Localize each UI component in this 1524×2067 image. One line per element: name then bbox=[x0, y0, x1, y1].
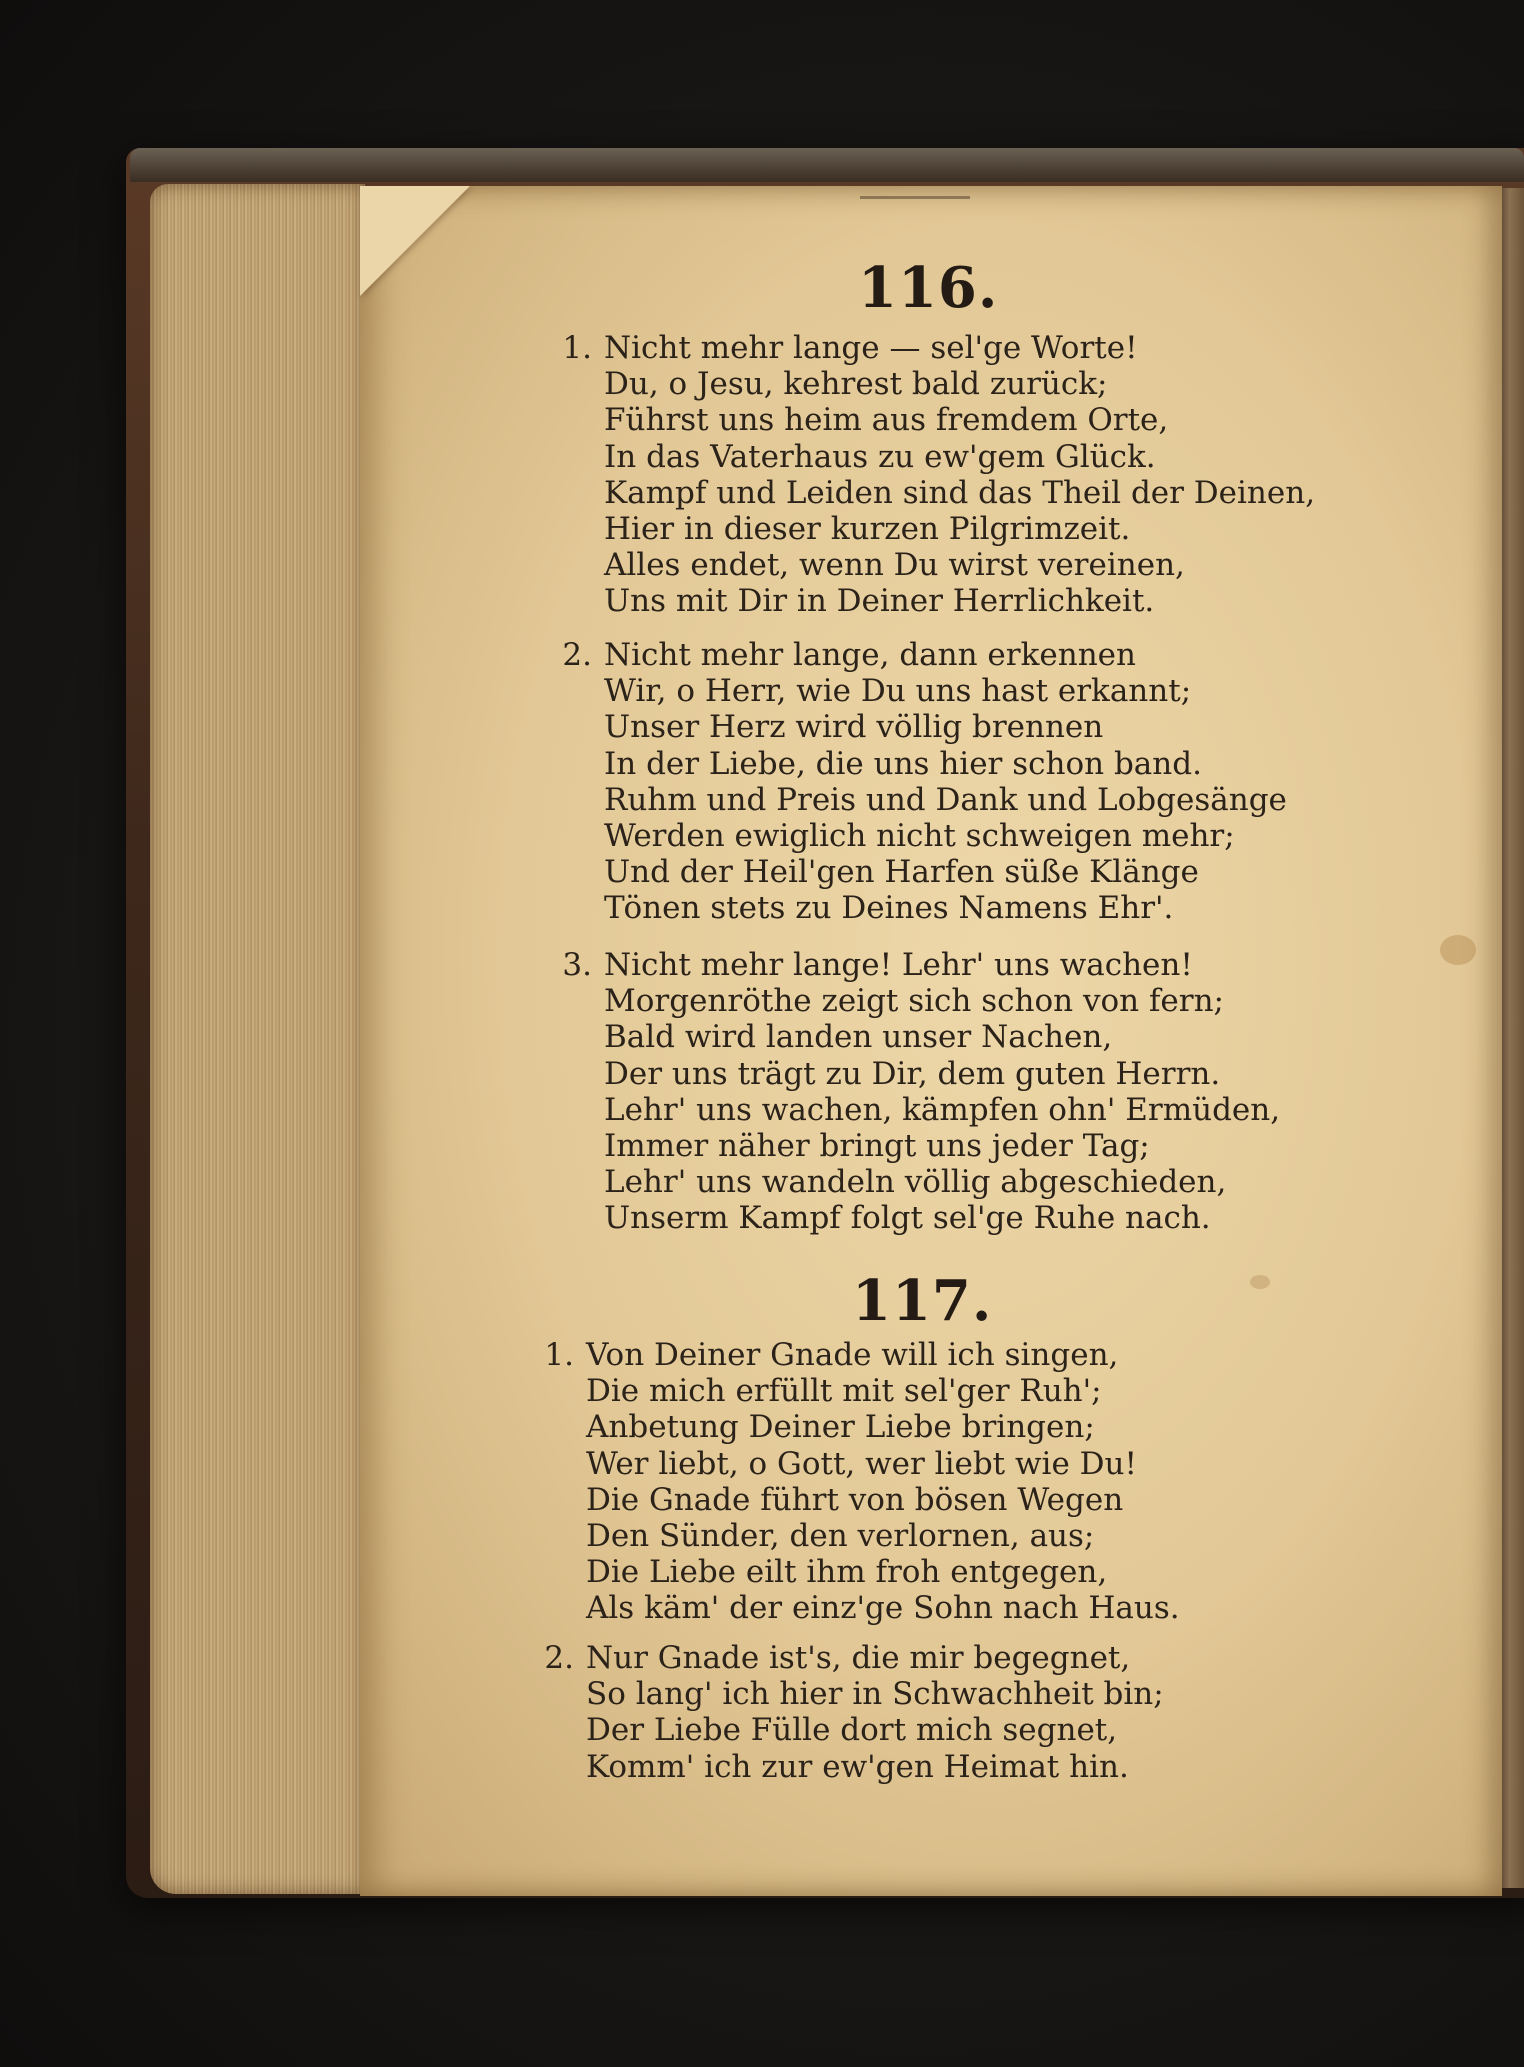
verse-line: Uns mit Dir in Deiner Herrlichkeit. bbox=[604, 583, 1155, 620]
verse-line: So lang' ich hier in Schwachheit bin; bbox=[586, 1676, 1164, 1713]
verse bbox=[548, 947, 1280, 1237]
verse-line: Lehr' uns wandeln völlig abgeschieden, bbox=[604, 1164, 1227, 1201]
paper-stain bbox=[1250, 1275, 1270, 1289]
verse-line: In das Vaterhaus zu ew'gem Glück. bbox=[604, 438, 1156, 475]
paper-stain bbox=[1440, 935, 1476, 965]
verse-line: Als käm' der einz'ge Sohn nach Haus. bbox=[586, 1590, 1180, 1627]
verse-line: Wir, o Herr, wie Du uns hast erkannt; bbox=[604, 673, 1192, 710]
verse-line: Bald wird landen unser Nachen, bbox=[604, 1019, 1113, 1056]
verse-line: Werden ewiglich nicht schweigen mehr; bbox=[604, 818, 1235, 855]
verse-line: Der uns trägt zu Dir, dem guten Herrn. bbox=[604, 1055, 1221, 1092]
verse-line: Du, o Jesu, kehrest bald zurück; bbox=[604, 366, 1108, 403]
verse-number: 1. bbox=[562, 330, 592, 366]
verse-line: Und der Heil'gen Harfen süße Klänge bbox=[604, 854, 1199, 891]
verse-number: 2. bbox=[544, 1640, 574, 1676]
right-page-edge bbox=[1500, 188, 1524, 1888]
verse-line: In der Liebe, die uns hier schon band. bbox=[604, 745, 1202, 782]
verse-line: Immer näher bringt uns jeder Tag; bbox=[604, 1128, 1150, 1165]
verse-line: Nicht mehr lange — sel'ge Worte! bbox=[604, 330, 1138, 366]
verse-lines bbox=[586, 1337, 1180, 1627]
verse bbox=[548, 330, 1315, 620]
verse-line: Ruhm und Preis und Dank und Lobgesänge bbox=[604, 781, 1287, 818]
verse-line: Nur Gnade ist's, die mir begegnet, bbox=[586, 1640, 1131, 1676]
verse-line: Unser Herz wird völlig brennen bbox=[604, 709, 1104, 746]
verse-line: Der Liebe Fülle dort mich segnet, bbox=[586, 1712, 1118, 1749]
verse-lines bbox=[604, 637, 1287, 927]
verse-line: Unserm Kampf folgt sel'ge Ruhe nach. bbox=[604, 1200, 1211, 1237]
verse-line: Den Sünder, den verlornen, aus; bbox=[586, 1518, 1095, 1555]
verse bbox=[530, 1337, 1180, 1627]
verse-number: 2. bbox=[562, 637, 592, 673]
book-cover-top bbox=[130, 148, 1524, 182]
verse-line: Von Deiner Gnade will ich singen, bbox=[586, 1337, 1119, 1373]
verse-line: Tönen stets zu Deines Namens Ehr'. bbox=[604, 890, 1174, 927]
verse-lines bbox=[604, 947, 1280, 1237]
verse-number: 3. bbox=[562, 947, 592, 983]
verse-line: Die mich erfüllt mit sel'ger Ruh'; bbox=[586, 1373, 1102, 1410]
verse-lines bbox=[604, 330, 1315, 620]
hymn-number: 116. bbox=[858, 255, 999, 321]
verse-line: Kampf und Leiden sind das Theil der Deinen, bbox=[604, 474, 1316, 511]
page-block-edges bbox=[150, 184, 365, 1894]
verse-number: 1. bbox=[544, 1337, 574, 1373]
verse-line: Wer liebt, o Gott, wer liebt wie Du! bbox=[586, 1445, 1137, 1482]
verse-line: Führst uns heim aus fremdem Orte, bbox=[604, 402, 1169, 439]
verse-line: Hier in dieser kurzen Pilgrimzeit. bbox=[604, 511, 1131, 548]
verse-line: Alles endet, wenn Du wirst vereinen, bbox=[604, 547, 1185, 584]
verse-line: Nicht mehr lange! Lehr' uns wachen! bbox=[604, 947, 1193, 983]
verse-line: Nicht mehr lange, dann erkennen bbox=[604, 637, 1136, 673]
verse-line: Anbetung Deiner Liebe bringen; bbox=[586, 1409, 1095, 1446]
hymn-number: 117. bbox=[852, 1268, 993, 1334]
running-head-mark bbox=[860, 196, 970, 205]
verse-line: Lehr' uns wachen, kämpfen ohn' Ermüden, bbox=[604, 1091, 1281, 1128]
verse bbox=[548, 637, 1287, 927]
verse-line: Die Liebe eilt ihm froh entgegen, bbox=[586, 1554, 1108, 1591]
verse-line: Die Gnade führt von bösen Wegen bbox=[586, 1481, 1124, 1518]
dog-ear-corner bbox=[360, 186, 470, 296]
verse-line: Morgenröthe zeigt sich schon von fern; bbox=[604, 983, 1224, 1020]
verse bbox=[530, 1640, 1164, 1785]
verse-lines bbox=[586, 1640, 1164, 1785]
verse-line: Komm' ich zur ew'gen Heimat hin. bbox=[586, 1748, 1129, 1785]
